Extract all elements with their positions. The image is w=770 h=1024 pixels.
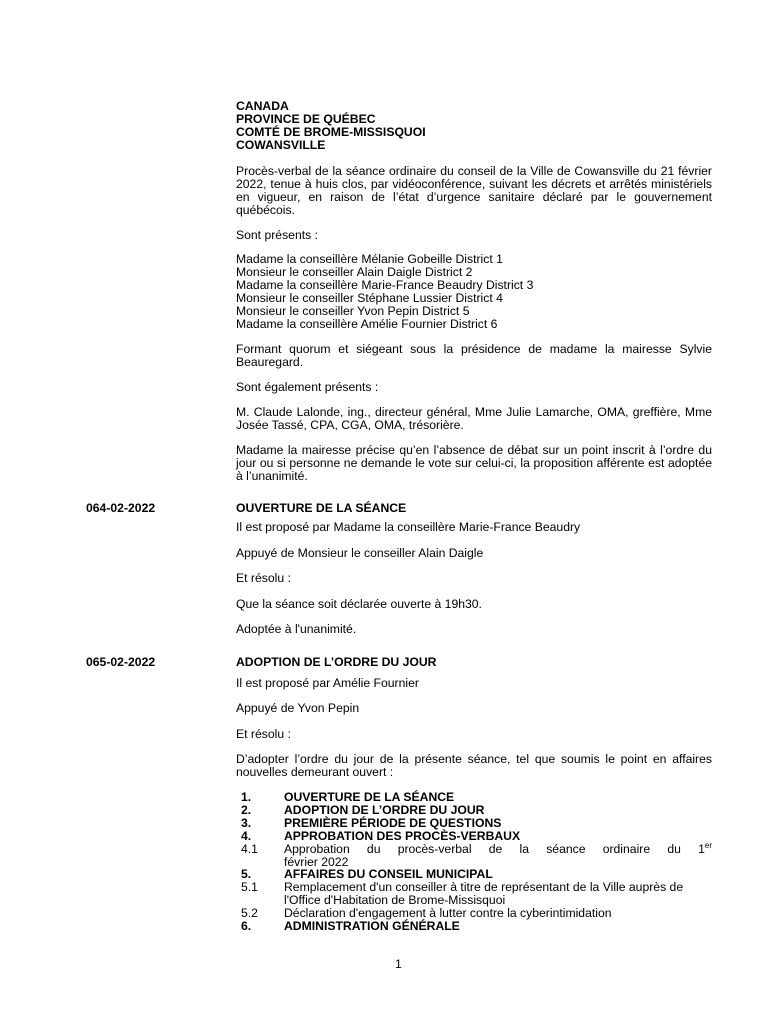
resolution-resolved: Et résolu : xyxy=(236,571,291,585)
agenda-item-text: Approbation du procès-verbal de la séance ordinaire du 1 xyxy=(284,842,705,856)
list-item: Madame la conseillère Mélanie Gobeille District 1 xyxy=(236,252,503,266)
resolution-adopted: Adoptée à l'unanimité. xyxy=(236,622,357,636)
list-item: Monsieur le conseiller Alain Daigle District 2 xyxy=(236,265,473,279)
present-list xyxy=(236,253,533,331)
resolution-number: 065-02-2022 xyxy=(86,655,156,669)
mayor-note-paragraph: Madame la mairesse précise qu’en l’absence de débat sur un point inscrit à l’ordre du jour ou si personne ne demande le vote sur celui-ci, la proposition afférente est adoptée à l’unanimité. xyxy=(236,443,712,483)
header-city: COWANSVILLE xyxy=(236,138,326,152)
page-number: 1 xyxy=(395,957,402,971)
agenda-item-text-cont: février 2022 xyxy=(284,855,349,869)
resolution-seconded: Appuyé de Yvon Pepin xyxy=(236,701,360,715)
agenda-number: 5.2 xyxy=(241,906,258,920)
header-country: CANADA xyxy=(236,99,289,113)
resolution-seconded: Appuyé de Monsieur le conseiller Alain Daigle xyxy=(236,546,484,560)
also-present-label: Sont également présents : xyxy=(236,380,379,394)
agenda-number: 2. xyxy=(241,803,252,817)
resolution-title: OUVERTURE DE LA SÉANCE xyxy=(236,501,407,515)
agenda-item: Déclaration d'engagement à lutter contre la cyberintimidation xyxy=(284,906,612,920)
agenda-item: Remplacement d'un conseiller à titre de représentant de la Ville auprès de l'Office d'Habitation de Brome-Missisquoi xyxy=(284,880,684,907)
resolution-number: 064-02-2022 xyxy=(86,501,156,515)
agenda-number: 1. xyxy=(241,790,252,804)
agenda-number: 5. xyxy=(241,867,252,881)
agenda-item: PREMIÈRE PÉRIODE DE QUESTIONS xyxy=(284,816,502,830)
list-item: Madame la conseillère Amélie Fournier District 6 xyxy=(236,317,498,331)
agenda-number: 4.1 xyxy=(241,842,258,856)
resolution-text: D’adopter l’ordre du jour de la présente séance, tel que soumis le point en affaires nouvelles demeurant ouvert : xyxy=(236,752,712,779)
resolution-proposed: Il est proposé par Amélie Fournier xyxy=(236,676,419,690)
present-label: Sont présents : xyxy=(236,228,318,242)
agenda-item: APPROBATION DES PROCÈS-VERBAUX xyxy=(284,829,521,843)
agenda-item: ADOPTION DE L’ORDRE DU JOUR xyxy=(284,803,485,817)
list-item: Madame la conseillère Marie-France Beaudry District 3 xyxy=(236,278,534,292)
agenda-item: OUVERTURE DE LA SÉANCE xyxy=(284,790,455,804)
header-province: PROVINCE DE QUÉBEC xyxy=(236,112,376,126)
agenda-number: 5.1 xyxy=(241,880,258,894)
resolution-title: ADOPTION DE L’ORDRE DU JOUR xyxy=(236,655,437,669)
agenda-item xyxy=(284,840,712,869)
agenda-number: 4. xyxy=(241,829,252,843)
resolution-resolved: Et résolu : xyxy=(236,727,291,741)
list-item: Monsieur le conseiller Stéphane Lussier District 4 xyxy=(236,291,503,305)
agenda-item: ADMINISTRATION GÉNÉRALE xyxy=(284,919,460,933)
agenda-item: AFFAIRES DU CONSEIL MUNICIPAL xyxy=(284,867,493,881)
also-present-paragraph: M. Claude Lalonde, ing., directeur général, Mme Julie Lamarche, OMA, greffière, Mme Josée Tassé, CPA, CGA, OMA, trésorière. xyxy=(236,405,712,432)
resolution-proposed: Il est proposé par Madame la conseillère Marie-France Beaudry xyxy=(236,520,581,534)
document-header xyxy=(236,100,426,152)
ordinal-suffix: er xyxy=(704,840,712,850)
quorum-paragraph: Formant quorum et siégeant sous la présidence de madame la mairesse Sylvie Beauregard. xyxy=(236,342,712,369)
intro-paragraph: Procès-verbal de la séance ordinaire du conseil de la Ville de Cowansville du 21 février 2022, tenue à huis clos, par vidéoconférence, suivant les décrets et arrêtés ministériels en vigueur, en raison de l’état d’urgence sanitaire déclaré par le gouvernement québécois. xyxy=(236,164,712,217)
resolution-text: Que la séance soit déclarée ouverte à 19h30. xyxy=(236,597,482,611)
list-item: Monsieur le conseiller Yvon Pepin District 5 xyxy=(236,304,470,318)
header-county: COMTÉ DE BROME-MISSISQUOI xyxy=(236,125,426,139)
agenda-number: 6. xyxy=(241,919,252,933)
agenda-number: 3. xyxy=(241,816,252,830)
